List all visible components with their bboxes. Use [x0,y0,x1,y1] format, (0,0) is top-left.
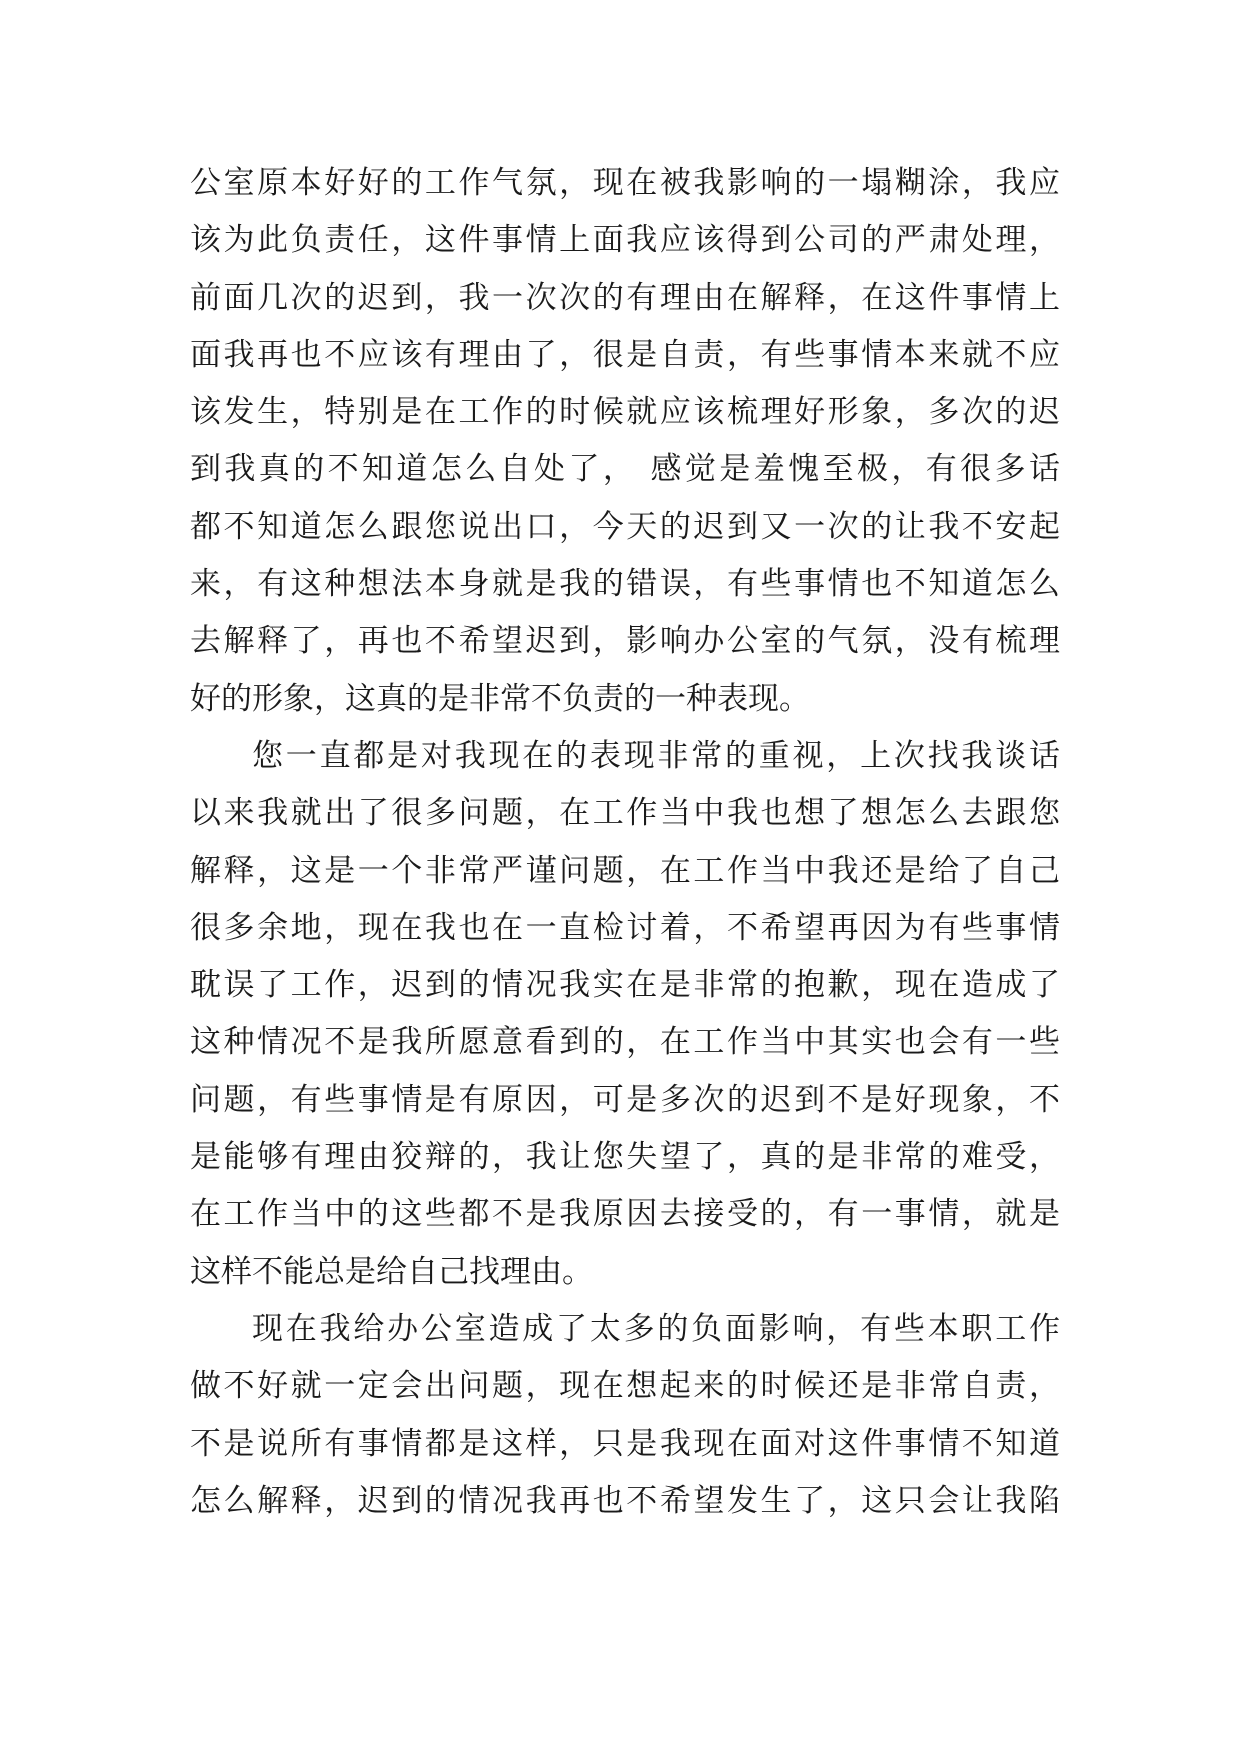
text-line: 是能够有理由狡辩的，我让您失望了，真的是非常的难受， [190,1139,1060,1176]
text-line: 这样不能总是给自己找理由。 [190,1253,593,1290]
text-line: 去解释了，再也不希望迟到，影响办公室的气氛，没有梳理 [190,623,1060,660]
text-line: 前面几次的迟到，我一次次的有理由在解释，在这件事情上 [190,279,1060,316]
text-line: 您一直都是对我现在的表现非常的重视，上次找我谈话 [252,737,1060,774]
text-line: 以来我就出了很多问题，在工作当中我也想了想怎么去跟您 [190,795,1060,832]
text-line: 这种情况不是我所愿意看到的，在工作当中其实也会有一些 [190,1024,1060,1061]
text-line: 耽误了工作，迟到的情况我实在是非常的抱歉，现在造成了 [190,967,1060,1004]
text-line: 该为此负责任，这件事情上面我应该得到公司的严肃处理， [190,222,1060,259]
text-line: 面我再也不应该有理由了，很是自责，有些事情本来就不应 [190,336,1060,373]
text-line: 到我真的不知道怎么自处了， 感觉是羞愧至极，有很多话 [190,451,1060,488]
text-line: 问题，有些事情是有原因，可是多次的迟到不是好现象，不 [190,1081,1060,1118]
text-line: 现在我给办公室造成了太多的负面影响，有些本职工作 [252,1310,1060,1347]
text-line: 做不好就一定会出问题，现在想起来的时候还是非常自责， [190,1368,1060,1405]
text-line: 来，有这种想法本身就是我的错误，有些事情也不知道怎么 [190,566,1060,603]
paragraph-1 [190,155,1060,728]
text-line: 好的形象，这真的是非常不负责的一种表现。 [190,680,810,717]
text-line: 公室原本好好的工作气氛，现在被我影响的一塌糊涂，我应 [190,165,1060,201]
document-body [190,155,1060,1530]
text-line: 怎么解释，迟到的情况我再也不希望发生了，这只会让我陷 [190,1482,1060,1519]
paragraph-3 [190,1301,1060,1530]
text-line: 在工作当中的这些都不是我原因去接受的，有一事情，就是 [190,1196,1060,1233]
paragraph-2 [190,728,1060,1301]
text-line: 该发生，特别是在工作的时候就应该梳理好形象，多次的迟 [190,394,1060,431]
text-line: 不是说所有事情都是这样，只是我现在面对这件事情不知道 [190,1425,1060,1462]
text-line: 都不知道怎么跟您说出口，今天的迟到又一次的让我不安起 [190,508,1060,545]
text-line: 很多余地，现在我也在一直检讨着，不希望再因为有些事情 [190,909,1060,946]
text-line: 解释，这是一个非常严谨问题，在工作当中我还是给了自己 [190,852,1060,889]
